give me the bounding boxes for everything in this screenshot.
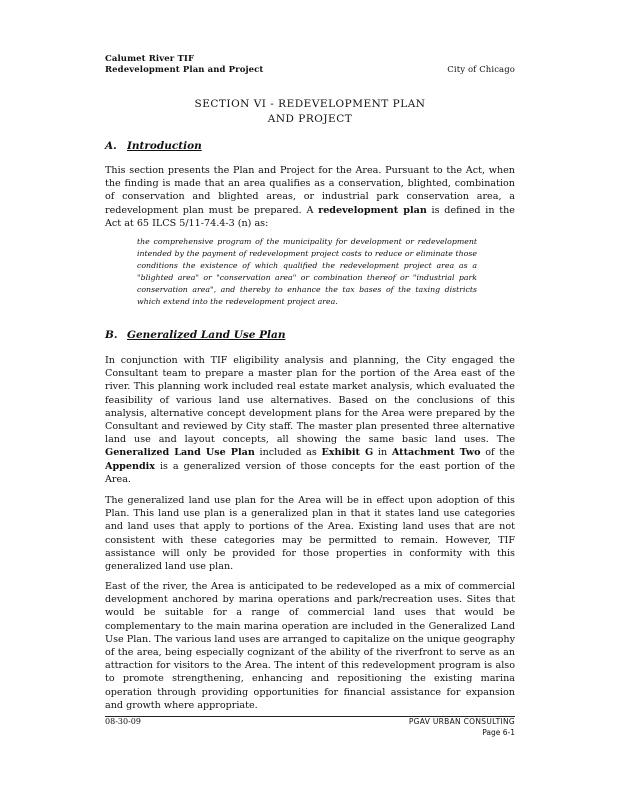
footer-page-number: Page 6-1 — [482, 728, 515, 737]
header-document-name: Redevelopment Plan and Project — [105, 65, 264, 75]
definition-quote: the comprehensive program of the municipality for development or redevelopment intended by the payment of redevelopment project costs to reduce or eliminate those conditions the existence of which qualified the redevelopment project area as a "blighted area" or "conservation area" or combination thereof or "industrial park conservation area", and thereby to enhance the tax bases of the taxing districts which extend into the redevelopment project area. — [137, 237, 477, 306]
land-use-paragraph-1: In conjunction with TIF eligibility analysis and planning, the City engaged the Consultant team to prepare a master plan for the portion of the Area east of the river. This planning work included real estate market analysis, which evaluated the feasibility of various land use alternatives. Based on the conclusions of this analysis, alternative concept development plans for the Area were prepared by the Consultant and reviewed by City staff. The master plan presented three alternative land use and layout concepts, all showing the same basic land uses. The Generalized Land Use Plan included as Exhibit G in Attachment Two of the Appendix is a generalized version of those concepts for the east portion of the Area. — [105, 355, 515, 485]
section-a-title: Introduction — [127, 140, 202, 152]
section-title: SECTION VI - REDEVELOPMENT PLAN — [194, 98, 426, 110]
header-city: City of Chicago — [447, 65, 515, 75]
section-b-letter: B. — [105, 329, 118, 341]
section-b-heading — [105, 329, 285, 341]
section-a-heading — [105, 140, 202, 152]
section-title-line2: AND PROJECT — [267, 113, 353, 125]
land-use-paragraph-3: East of the river, the Area is anticipated to be redeveloped as a mix of commercial development anchored by marina operations and park/recreation uses. Sites that would be suitable for a range of commercial land uses that would be complementary to the main marina operation are included in the Generalized Land Use Plan. The various land uses are arranged to capitalize on the unique geography of the area, being especially cognizant of the ability of the riverfront to serve as an attraction for visitors to the Area. The intent of this redevelopment program is also to promote strengthening, enhancing and repositioning the existing marina operation through providing opportunities for financial assistance for expansion and growth where appropriate. — [105, 581, 515, 711]
footer-date: 08-30-09 — [105, 717, 141, 726]
section-b-title: Generalized Land Use Plan — [127, 329, 286, 341]
land-use-paragraph-2: The generalized land use plan for the Area will be in effect upon adoption of this Plan. This land use plan is a generalized plan in that it states land use categories and land uses that apply to portions of the Area. Existing land uses that are not consistent with these categories may be permitted to remain. However, TIF assistance will only be provided for those properties in conformity with this generalized land use plan. — [105, 495, 515, 573]
redevelopment-plan-term: redevelopment plan — [318, 204, 427, 216]
header-project-name: Calumet River TIF — [105, 54, 195, 64]
intro-paragraph: This section presents the Plan and Project for the Area. Pursuant to the Act, when the finding is made that an area qualifies as a conservation, blighted, combination of conservation and blighted areas, or industrial park conservation area, a redevelopment plan must be prepared. A redevelopment plan is defined in the Act at 65 ILCS 5/11-74.4-3 (n) as: — [105, 165, 515, 229]
footer-consultant: PGAV URBAN CONSULTING — [408, 717, 515, 726]
section-a-letter: A. — [105, 140, 117, 152]
